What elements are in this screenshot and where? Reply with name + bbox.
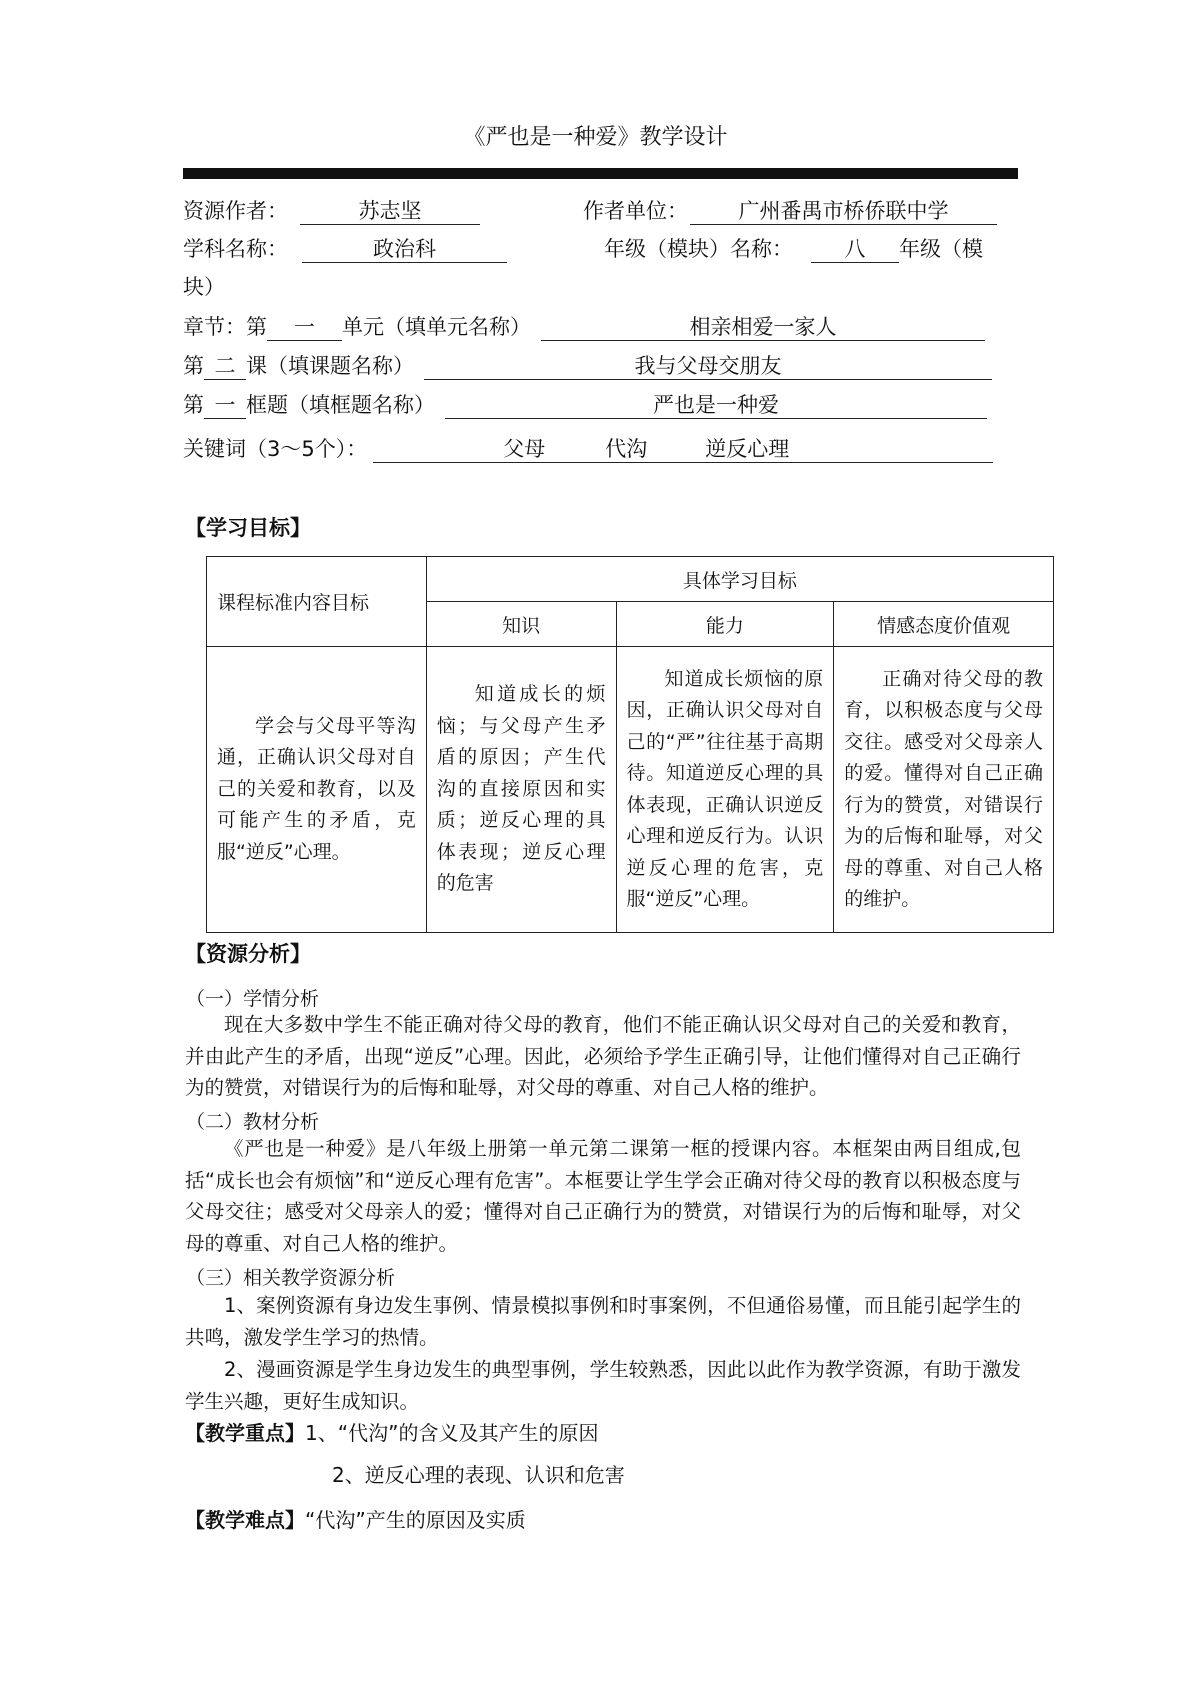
- subject-row: [183, 234, 507, 264]
- header-ability: 能力: [616, 602, 834, 647]
- focus-label: 【教学重点】: [185, 1421, 305, 1445]
- focus-item-2: 2、逆反心理的表现、认识和危害: [332, 1463, 625, 1487]
- keywords-row: [183, 434, 993, 464]
- author-value: 苏志坚: [300, 196, 480, 225]
- document-title: 《严也是一种爱》教学设计: [463, 125, 728, 150]
- keyword-item: 父母: [503, 437, 546, 461]
- difficulty-row: [185, 1505, 526, 1535]
- chapter-row: [183, 312, 985, 342]
- analysis-s1-text: 现在大多数中学生不能正确对待父母的教育，他们不能正确认识父母对自己的关爱和教育，并由此产生的矛盾，出现“逆反”心理。因此，必须给予学生正确引导，让他们懂得对自己正确行为的赞赏，对错误行为的后悔和耻辱，对父母的尊重、对自己人格的维护。: [185, 1013, 1021, 1099]
- header-knowledge: 知识: [426, 602, 616, 647]
- cell-standard: 学会与父母平等沟通，正确认识父母对自己的关爱和教育，以及可能产生的矛盾，克服“逆反”心理。: [207, 647, 427, 933]
- frame-row: [183, 390, 987, 420]
- header-specific: 具体学习目标: [426, 557, 1053, 602]
- author-row: [183, 196, 480, 226]
- keywords-label: 关键词（3～5个）：: [183, 437, 368, 461]
- analysis-s2-title: （二）教材分析: [186, 1111, 320, 1133]
- grade-wrap: 块）: [183, 275, 225, 299]
- title-divider: [183, 168, 1018, 179]
- cell-ability: 知道成长烦恼的原因，正确认识父母对自己的“严”往往基于高期待。知道逆反心理的具体表现，正确认识逆反心理和逆反行为。认识逆反心理的危害，克服“逆反”心理。: [616, 647, 834, 933]
- lesson-row: [183, 351, 992, 381]
- header-standard: 课程标准内容目标: [207, 557, 427, 647]
- analysis-s3-p2: 2、漫画资源是学生身边发生的典型事例，学生较熟悉，因此以此作为教学资源，有助于激发学生兴趣，更好生成知识。: [185, 1358, 1021, 1413]
- analysis-s3-title: （三）相关教学资源分析: [186, 1267, 396, 1289]
- focus-item-1: 1、“代沟”的含义及其产生的原因: [305, 1421, 599, 1445]
- keyword-item: 逆反心理: [705, 437, 790, 461]
- frame-mid: 框题（填框题名称）: [246, 393, 435, 417]
- grade-suffix: 年级（模: [899, 237, 983, 261]
- cell-knowledge: 知道成长的烦恼；与父母产生矛盾的原因；产生代沟的直接原因和实质；逆反心理的具体表现；逆反心理的危害: [426, 647, 616, 933]
- difficulty-item: “代沟”产生的原因及实质: [305, 1508, 526, 1532]
- unit-value: 广州番禺市桥侨联中学: [690, 196, 997, 225]
- keywords-underline: [373, 434, 993, 463]
- focus-row: [185, 1418, 598, 1448]
- subject-value: 政治科: [302, 234, 507, 263]
- lesson-prefix: 第: [183, 354, 204, 378]
- keyword-item: 代沟: [605, 437, 648, 461]
- chapter-name: 相亲相爱一家人: [541, 312, 985, 341]
- header-attitude: 情感态度价值观: [834, 602, 1054, 647]
- chapter-prefix: 章节：第: [183, 315, 267, 339]
- unit-row: [583, 196, 997, 226]
- lesson-num: 二: [204, 351, 246, 380]
- cell-attitude: 正确对待父母的教育，以积极态度与父母交往。感受对父母亲人的爱。懂得对自己正确行为的赞赏，对错误行为的后悔和耻辱，对父母的尊重、对自己人格的维护。: [834, 647, 1054, 933]
- subject-label: 学科名称：: [183, 237, 288, 261]
- analysis-s1-title: （一）学情分析: [186, 988, 320, 1010]
- goals-section-title: 【学习目标】: [185, 516, 311, 540]
- frame-name: 严也是一种爱: [445, 390, 987, 419]
- analysis-section-title: 【资源分析】: [185, 942, 311, 966]
- lesson-mid: 课（填课题名称）: [246, 354, 414, 378]
- lesson-name: 我与父母交朋友: [424, 351, 992, 380]
- analysis-s3-p1: 1、案例资源有身边发生事例、情景模拟事例和时事案例，不但通俗易懂，而且能引起学生的共鸣，激发学生学习的热情。: [185, 1294, 1021, 1349]
- analysis-s2-text: 《严也是一种爱》是八年级上册第一单元第二课第一框的授课内容。本框架由两目组成,包括“成长也会有烦恼”和“逆反心理有危害”。本框要让学生学会正确对待父母的教育以积极态度与父母交往；感受对父母亲人的爱；懂得对自己正确行为的赞赏，对错误行为的后悔和耻辱，对父母的尊重、对自己人格的维护。: [185, 1137, 1021, 1255]
- unit-label: 作者单位：: [583, 199, 688, 223]
- chapter-num: 一: [267, 312, 342, 341]
- grade-value: 八: [811, 234, 899, 263]
- chapter-mid: 单元（填单元名称）: [342, 315, 531, 339]
- difficulty-label: 【教学难点】: [185, 1508, 305, 1532]
- frame-prefix: 第: [183, 393, 204, 417]
- grade-label: 年级（模块）名称：: [604, 237, 793, 261]
- grade-row: [604, 234, 983, 264]
- goals-table: [206, 556, 1054, 933]
- author-label: 资源作者：: [183, 199, 288, 223]
- frame-num: 一: [204, 390, 246, 419]
